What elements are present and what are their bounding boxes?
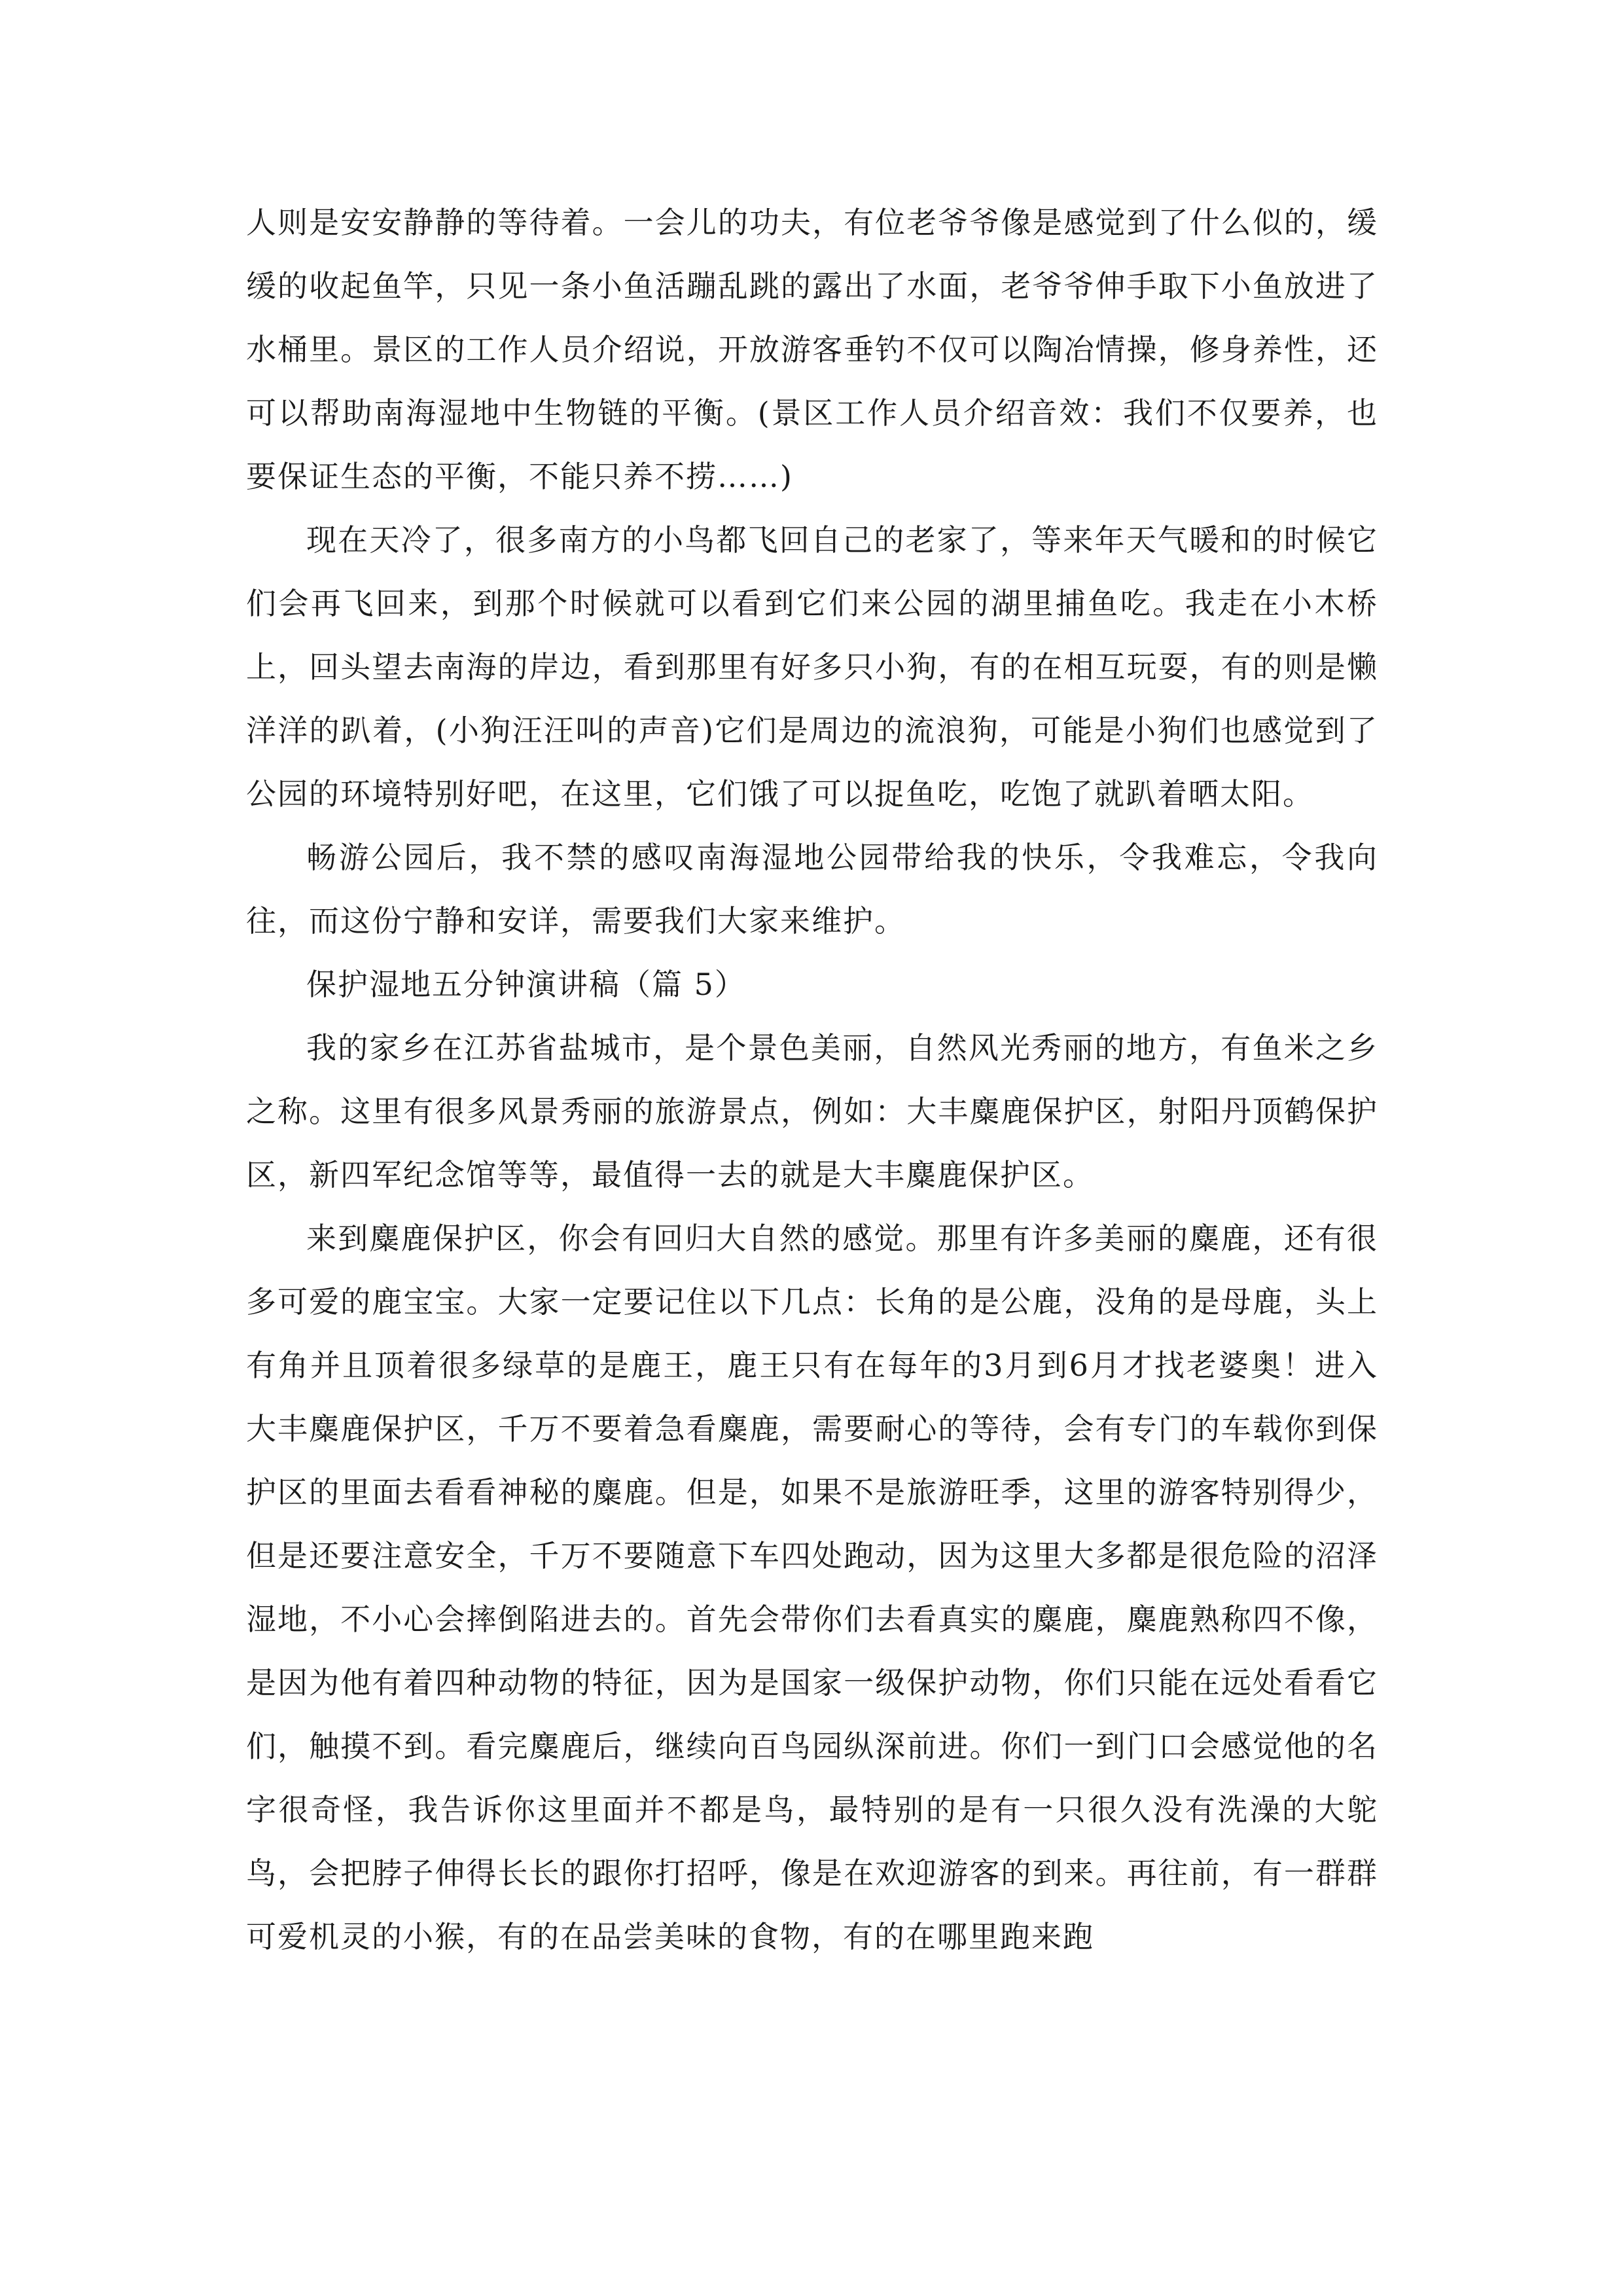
section-heading: 保护湿地五分钟演讲稿（篇 5） [306, 967, 746, 1002]
paragraph-2: 现在天冷了，很多南方的小鸟都飞回自己的老家了，等来年天气暖和的时候它们会再飞回来，到那个时候就可以看到它们来公园的湖里捕鱼吃。我走在小木桥上，回头望去南海的岸边，看到那里有好多只小狗，有的在相互玩耍，有的则是懒洋洋的趴着，(小狗汪汪叫的声音)它们是周边的流浪狗，可能是小狗们也感觉到了公园的环境特别好吧，在这里，它们饿了可以捉鱼吃，吃饱了就趴着晒太阳。 [246, 522, 1378, 812]
paragraph-1: 人则是安安静静的等待着。一会儿的功夫，有位老爷爷像是感觉到了什么似的，缓缓的收起鱼竿，只见一条小鱼活蹦乱跳的露出了水面，老爷爷伸手取下小鱼放进了水桶里。景区的工作人员介绍说，开放游客垂钓不仅可以陶冶情操，修身养性，还可以帮助南海湿地中生物链的平衡。(景区工作人员介绍音效：我们不仅要养，也要保证生态的平衡，不能只养不捞……) [246, 205, 1378, 494]
body-text [246, 191, 1378, 1969]
paragraph-5: 来到麋鹿保护区，你会有回归大自然的感觉。那里有许多美丽的麋鹿，还有很多可爱的鹿宝宝。大家一定要记住以下几点：长角的是公鹿，没角的是母鹿，头上有角并且顶着很多绿草的是鹿王，鹿王只有在每年的3月到6月才找老婆奥！进入大丰麋鹿保护区，千万不要着急看麋鹿，需要耐心的等待，会有专门的车载你到保护区的里面去看看神秘的麋鹿。但是，如果不是旅游旺季，这里的游客特别得少，但是还要注意安全，千万不要随意下车四处跑动，因为这里大多都是很危险的沼泽湿地，不小心会摔倒陷进去的。首先会带你们去看真实的麋鹿，麋鹿熟称四不像，是因为他有着四种动物的特征，因为是国家一级保护动物，你们只能在远处看看它们，触摸不到。看完麋鹿后，继续向百鸟园纵深前进。你们一到门口会感觉他的名字很奇怪，我告诉你这里面并不都是鸟，最特别的是有一只很久没有洗澡的大鸵鸟，会把脖子伸得长长的跟你打招呼，像是在欢迎游客的到来。再往前，有一群群可爱机灵的小猴，有的在品尝美味的食物，有的在哪里跑来跑 [246, 1221, 1378, 1954]
paragraph-4: 我的家乡在江苏省盐城市，是个景色美丽，自然风光秀丽的地方，有鱼米之乡之称。这里有很多风景秀丽的旅游景点，例如：大丰麋鹿保护区，射阳丹顶鹤保护区，新四军纪念馆等等，最值得一去的就是大丰麋鹿保护区。 [246, 1030, 1378, 1193]
paragraph-3: 畅游公园后，我不禁的感叹南海湿地公园带给我的快乐，令我难忘，令我向往，而这份宁静和安详，需要我们大家来维护。 [246, 840, 1378, 939]
